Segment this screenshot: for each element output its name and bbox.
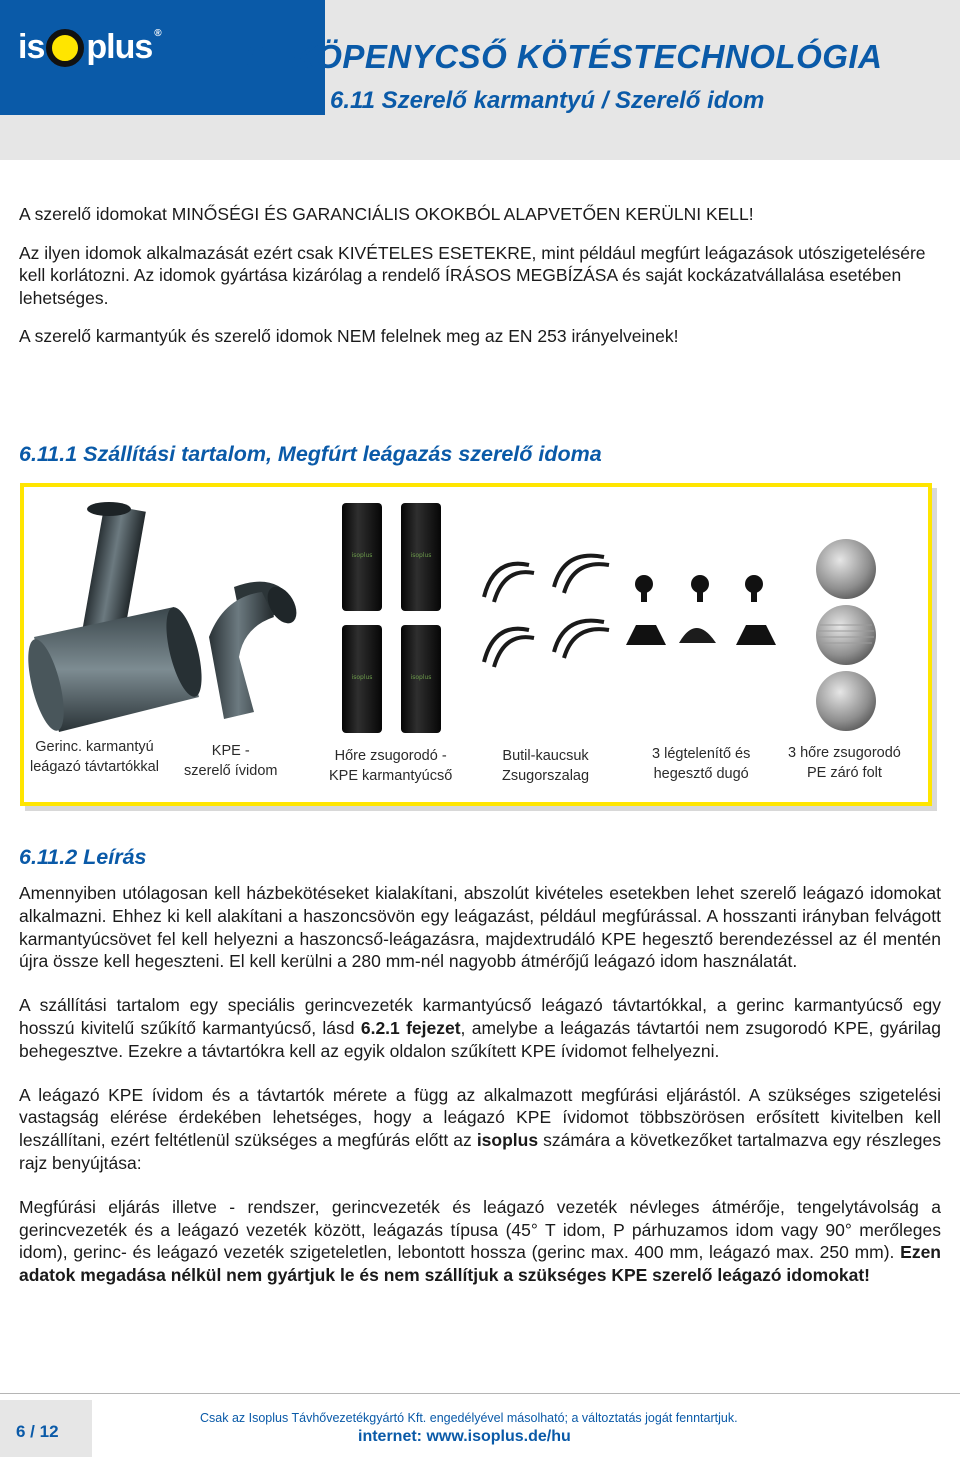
intro-en253-note: A szerelő karmantyúk és szerelő idomok NEM felelnek meg az EN 253 irányelveinek!	[19, 326, 679, 346]
caption-closure-patch: 3 hőre zsugorodó PE záró folt	[788, 745, 901, 781]
isoplus-logo: is plus ®	[18, 28, 161, 66]
description-paragraph-2: A szállítási tartalom egy speciális gerincvezeték karmantyúcső leágazó távtartókkal, a gerinc karmantyúcső egy hosszú kivitelű szűkítő karmantyúcső, lásd 6.2.1 fejezet, amelybe a leágazás távtartói nem zsugorodó KPE, gyárilag behegesztve. Ezekre a távtartókra kell az egyik oldalon szűkített KPE ívidomot felhelyezni.	[19, 995, 942, 1061]
caption-butyl-tape: Butil-kaucsuk Zsugorszalag	[502, 748, 590, 784]
svg-text:isoplus: isoplus	[351, 552, 373, 559]
svg-text:isoplus: isoplus	[410, 552, 432, 559]
intro-restriction: Az ilyen idomok alkalmazását ezért csak KIVÉTELES ESETEKRE, mint például megfúrt leágazások utószigetelésére kell korlátozni. Az idomok gyártása kizárólag a rendelő ÍRÁSOS MEGBÍZÁSA és saját kockázatvállalása esetében lehetséges.	[19, 242, 926, 308]
footer-divider	[0, 1393, 960, 1394]
svg-text:isoplus: isoplus	[351, 674, 373, 681]
brand-name: isoplus	[476, 1130, 539, 1151]
intro-warning: A szerelő idomokat MINŐSÉGI ÉS GARANCIÁLIS OKOKBÓL ALAPVETŐEN KERÜLNI KELL!	[19, 204, 754, 224]
closure-patches-image	[816, 539, 876, 731]
plugs-image	[626, 575, 776, 645]
elbow-image	[209, 582, 302, 719]
page-number: 6 / 12	[16, 1422, 59, 1441]
intro-text	[19, 203, 941, 364]
subchapter-title: 6.11 Szerelő karmantyú / Szerelő idom	[330, 87, 765, 114]
chapter-name: KÖPENYCSŐ KÖTÉSTECHNOLÓGIA	[291, 38, 883, 75]
caption-tee-sleeve: Gerinc. karmantyú leágazó távtartókkal	[30, 739, 159, 775]
chapter-title	[245, 38, 882, 76]
description-paragraph-3: A leágazó KPE ívidom és a távtartók mérete a függ az alkalmazott megfúrási eljárástól. A szükséges szigetelési vastagság elérése érdekében lehetséges, hogy a leágazó KPE ívidomot többszörösen erősített kivitelben kell leszállítani, ezért feltétlenül szükséges a megfúrás előtt az isoplus számára a következőket tartalmazva egy részleges rajz benyújtása:	[19, 1084, 941, 1173]
section-title-delivery: 6.11.1 Szállítási tartalom, Megfúrt leágazás szerelő idoma	[19, 442, 602, 466]
delivery-contents-figure	[20, 483, 932, 806]
footer-copyright: Csak az Isoplus Távhővezetékgyártó Kft. engedélyével másolható; a változtatás jogát fenntartjuk.	[200, 1411, 738, 1425]
butyl-tapes-image	[484, 556, 609, 667]
tee-sleeve-image	[24, 502, 209, 734]
chapter-reference: 6.2.1 fejezet	[360, 1017, 461, 1038]
chapter-number: 6	[245, 38, 264, 75]
svg-text:isoplus: isoplus	[410, 674, 432, 681]
section-title-description: 6.11.2 Leírás	[19, 845, 147, 869]
description-paragraph-4: Megfúrási eljárás illetve - rendszer, gerincvezeték és leágazó vezeték névleges átmérője, tengelytávolság a gerincvezeték és a leágazó vezeték között, leágazás típusa (45° T idom, P párhuzamos idom vagy 90° merőleges idom), gerinc- és leágazó vezeték szigeteletlen, lebontott hossza (gerinc max. 400 mm, leágazó max. 250 mm). Ezen adatok megadása nélkül nem gyártjuk le és nem szállítjuk a szükséges KPE szerelő leágazó idomokat!	[19, 1196, 941, 1286]
footer-url[interactable]: internet: www.isoplus.de/hu	[358, 1428, 571, 1445]
caption-elbow: KPE - szerelő ívidom	[184, 743, 278, 779]
caption-shrink-sleeve: Hőre zsugorodó - KPE karmantyúcső	[329, 748, 453, 784]
page-header	[0, 0, 960, 160]
caption-plugs: 3 légtelenítő és hegesztő dugó	[652, 746, 751, 782]
shrink-sleeves-image	[342, 503, 441, 733]
description-text	[19, 882, 941, 1308]
description-paragraph-1: Amennyiben utólagosan kell házbekötéseket kialakítani, abszolút kivételes esetekben lehet szerelő leágazó idomokat alkalmazni. Ehhez ki kell alakítani a haszoncsövön egy leágazást, például megfúrással. A hosszanti irányban felvágott karmantyúcsövet fel kell helyezni a haszoncső-leágazásra, majdextrudáló KPE hegesztő berendezéssel az él mentén újra össze kell hegeszteni. El kell kerülni a 280 mm-nél nagyobb átmérőjű leágazó idom használatát.	[19, 883, 941, 972]
ordering-warning: Ezen adatok megadása nélkül nem gyártjuk le és nem szállítjuk a szükséges KPE szerelő leágazó idomokat!	[19, 1242, 941, 1286]
